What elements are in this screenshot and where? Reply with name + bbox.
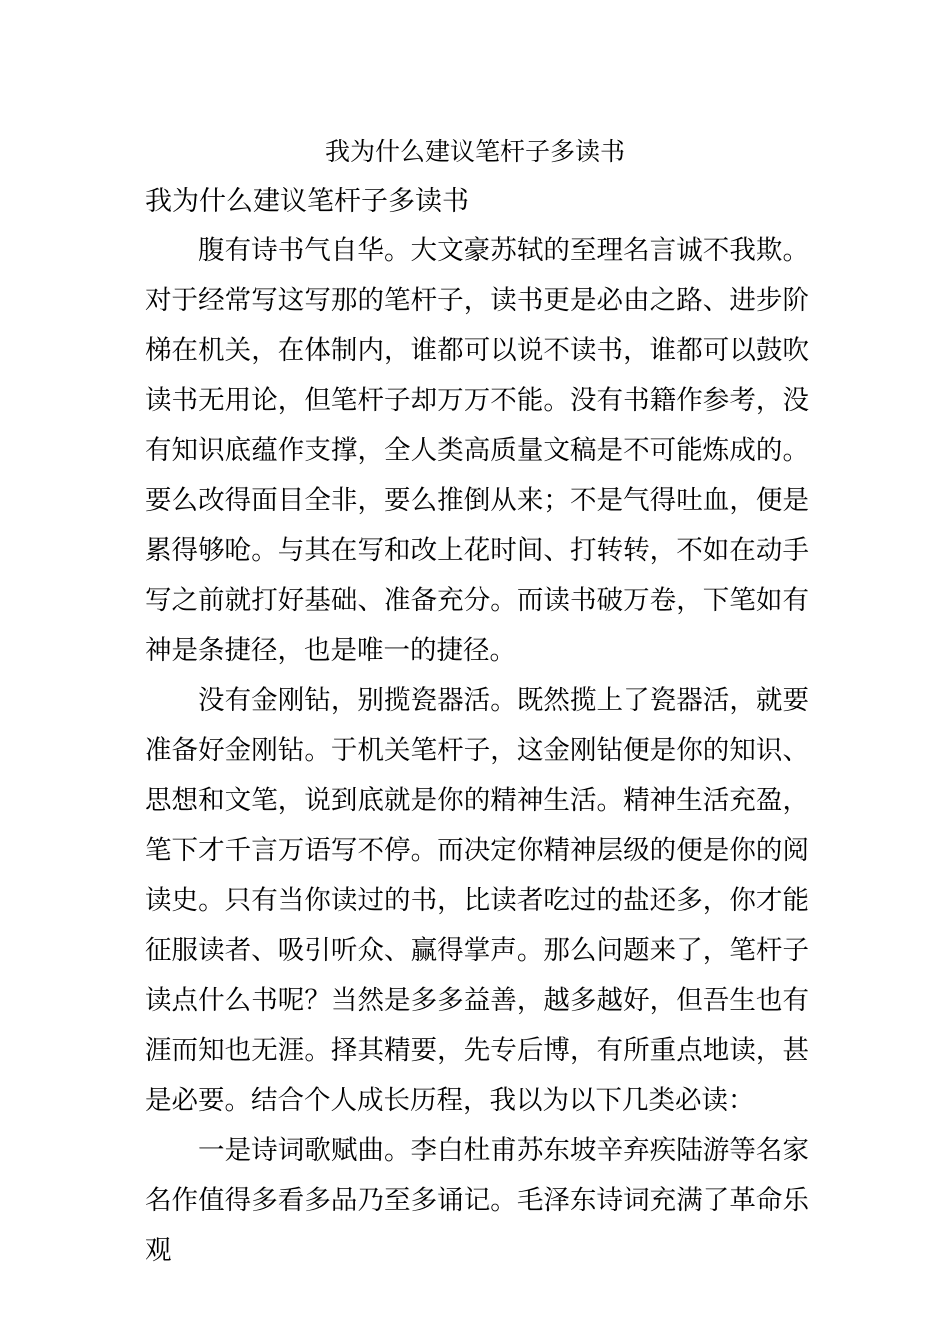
document-body — [145, 226, 809, 1276]
paragraph-1: 腹有诗书气自华。大文豪苏轼的至理名言诚不我欺。对于经常写这写那的笔杆子，读书更是必由之路、进步阶梯在机关，在体制内，谁都可以说不读书，谁都可以鼓吹读书无用论，但笔杆子却万万不能。没有书籍作参考，没有知识底蕴作支撑，全人类高质量文稿是不可能炼成的。要么改得面目全非，要么推倒从来；不是气得吐血，便是累得够呛。与其在写和改上花时间、打转转，不如在动手写之前就打好基础、准备充分。而读书破万卷，下笔如有神是条捷径，也是唯一的捷径。 — [145, 235, 809, 666]
document-title: 我为什么建议笔杆子多读书 — [324, 137, 625, 166]
paragraph-2: 没有金刚钻，别揽瓷器活。既然揽上了瓷器活，就要准备好金刚钻。于机关笔杆子，这金刚钻便是你的知识、思想和文笔，说到底就是你的精神生活。精神生活充盈，笔下才千言万语写不停。而决定你精神层级的便是你的阅读史。只有当你读过的书，比读者吃过的盐还多，你才能征服读者、吸引听众、赢得掌声。那么问题来了，笔杆子读点什么书呢？当然是多多益善，越多越好，但吾生也有涯而知也无涯。择其精要，先专后博，有所重点地读，甚是必要。结合个人成长历程，我以为以下几类必读： — [145, 685, 809, 1116]
document-subtitle: 我为什么建议笔杆子多读书 — [145, 186, 469, 217]
paragraph-3: 一是诗词歌赋曲。李白杜甫苏东坡辛弃疾陆游等名家名作值得多看多品乃至多诵记。毛泽东诗词充满了革命乐观 — [145, 1135, 809, 1266]
